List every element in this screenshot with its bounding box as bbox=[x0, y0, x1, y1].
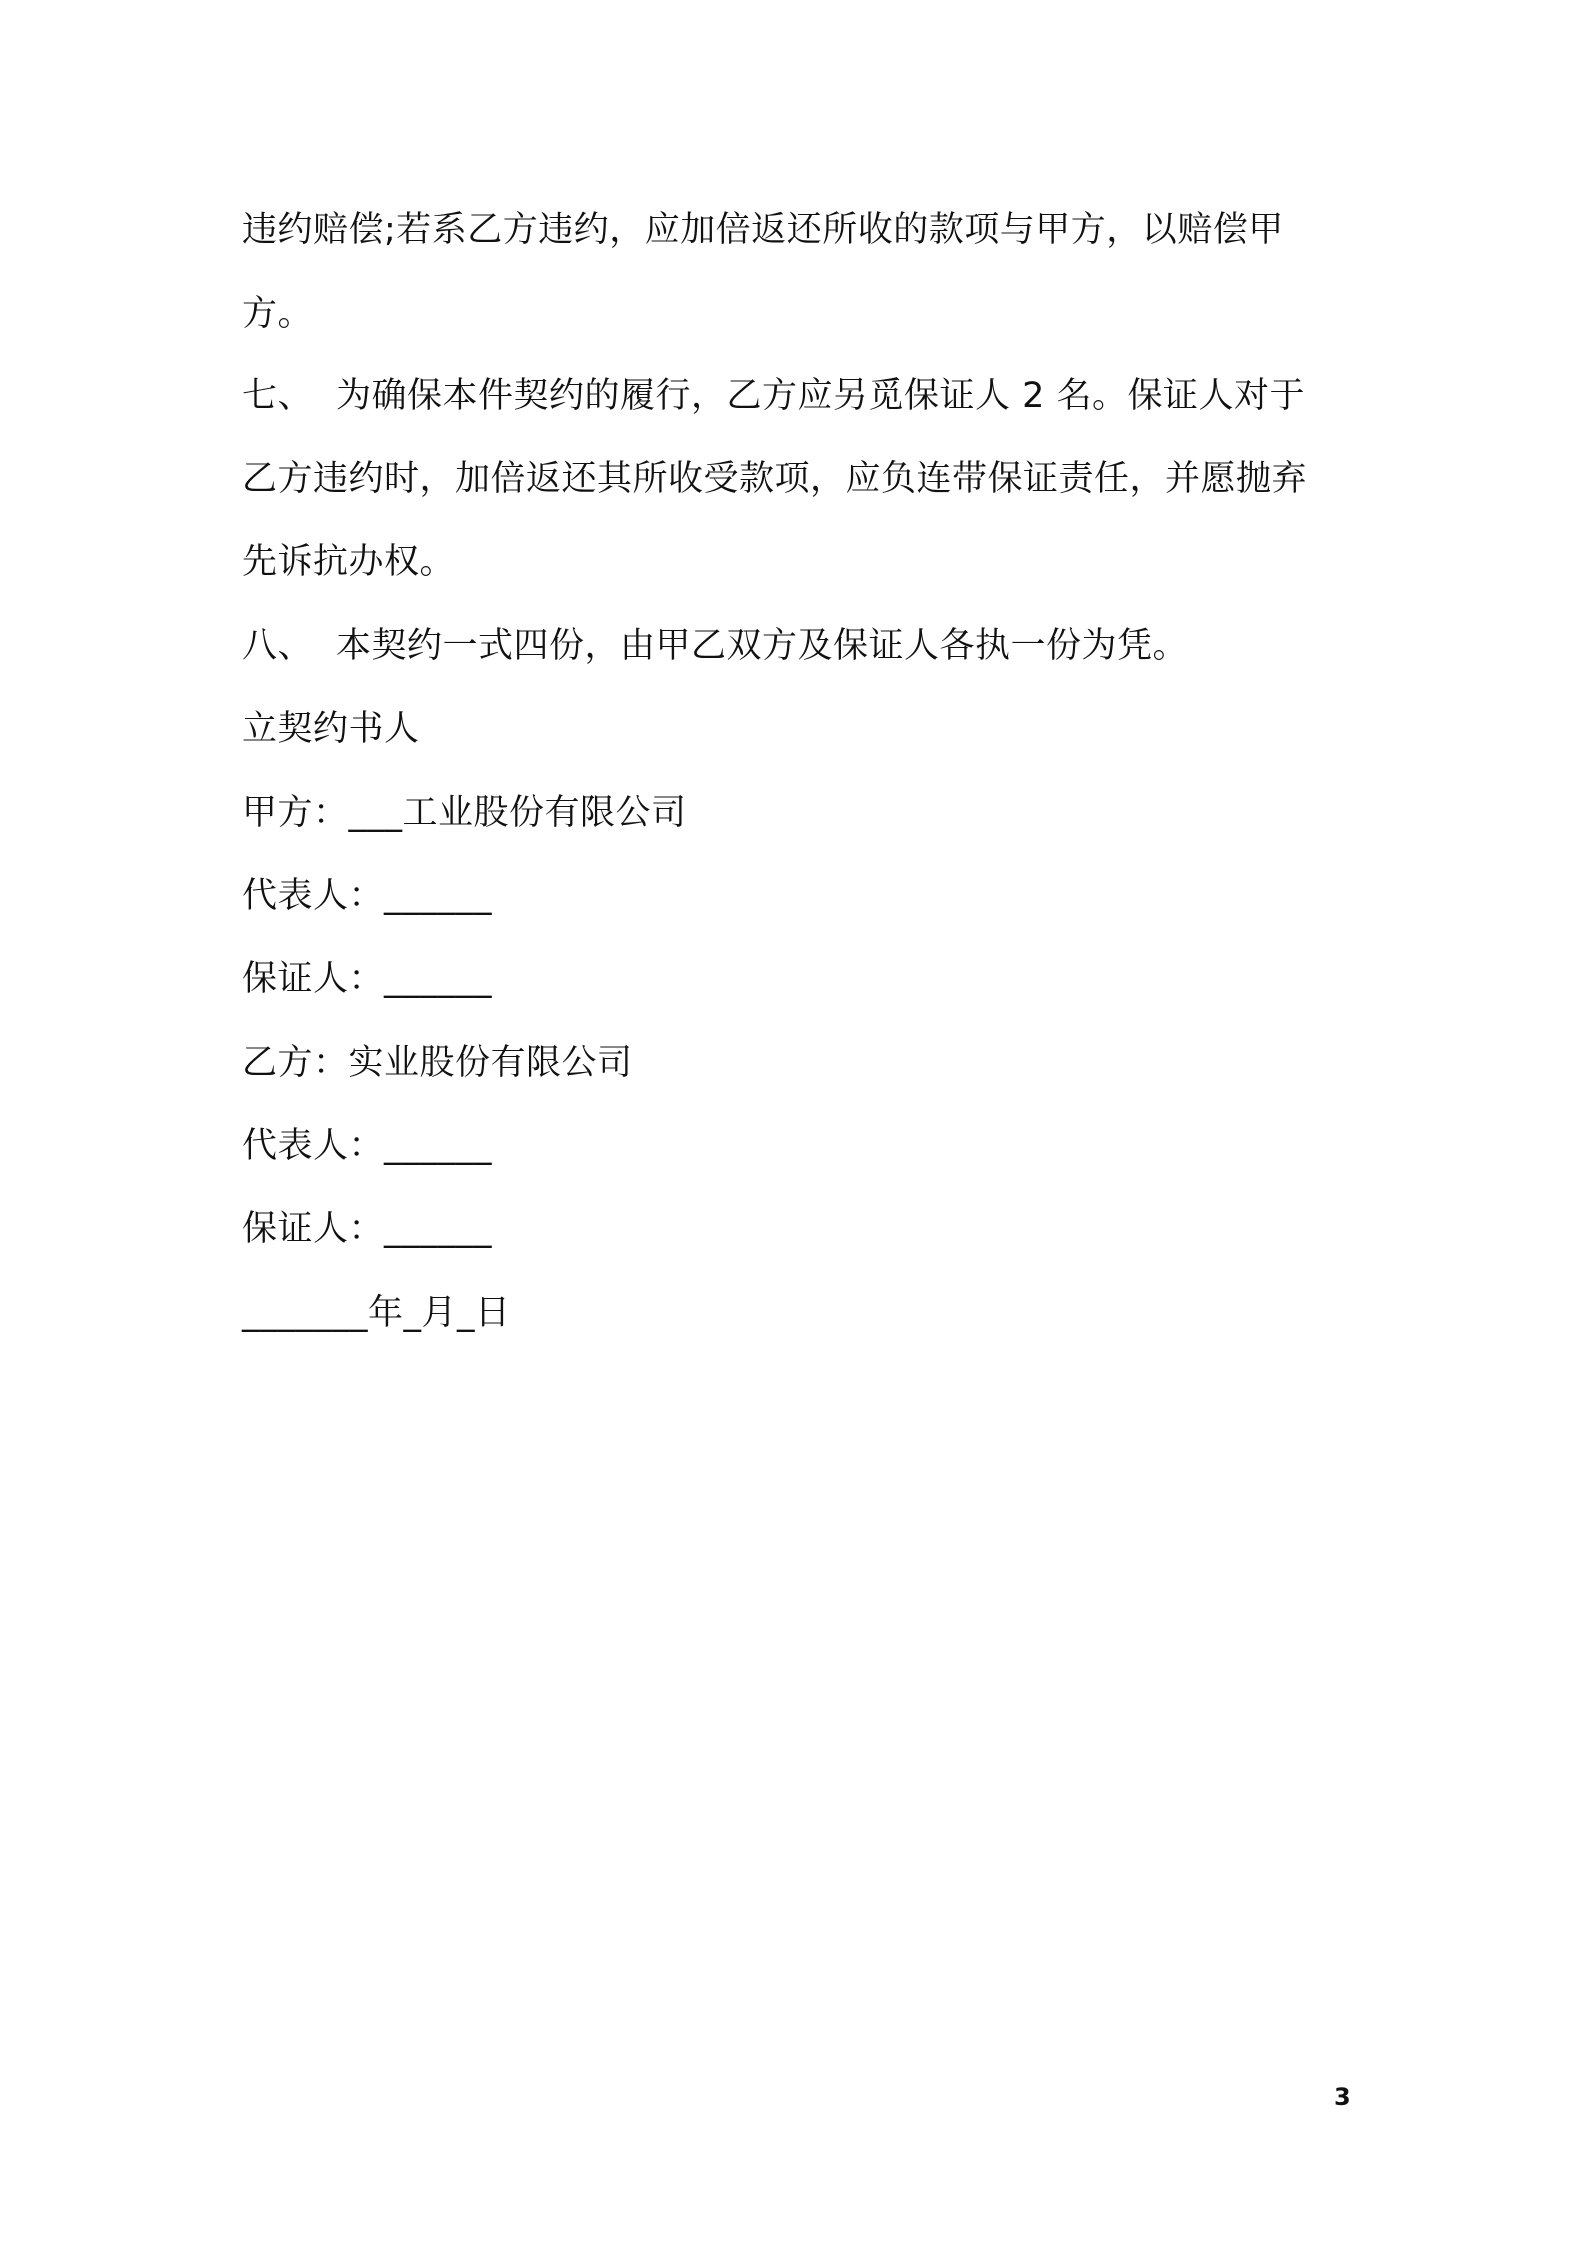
clause-number: 七、 bbox=[242, 376, 314, 416]
paragraph-line: 乙方违约时，加倍返还其所收受款项，应负连带保证责任，并愿抛弃 bbox=[242, 459, 1308, 499]
party-b-guarantor-line: 保证人：______ bbox=[242, 1209, 493, 1249]
clause-text: 为确保本件契约的履行，乙方应另觅保证人 2 名。保证人对于 bbox=[336, 376, 1306, 416]
party-b-representative-line: 代表人：______ bbox=[242, 1126, 493, 1166]
clause-eight-line bbox=[242, 622, 1188, 670]
party-a-guarantor-line: 保证人：______ bbox=[242, 959, 493, 999]
party-a-line: 甲方：___工业股份有限公司 bbox=[242, 793, 687, 833]
party-b-line: 乙方：实业股份有限公司 bbox=[242, 1043, 633, 1083]
page-number: 3 bbox=[1334, 2083, 1351, 2111]
paragraph-line: 先诉抗办权。 bbox=[242, 542, 456, 582]
date-line: _______年_月_日 bbox=[242, 1293, 511, 1333]
clause-text: 本契约一式四份，由甲乙双方及保证人各执一份为凭。 bbox=[336, 626, 1189, 666]
party-a-representative-line: 代表人：______ bbox=[242, 876, 493, 916]
paragraph-line: 违约赔偿;若系乙方违约，应加倍返还所收的款项与甲方，以赔偿甲 bbox=[242, 210, 1284, 250]
signature-heading: 立契约书人 bbox=[242, 709, 420, 749]
clause-seven-line bbox=[242, 372, 1305, 420]
clause-number: 八、 bbox=[242, 626, 314, 666]
paragraph-line: 方。 bbox=[242, 294, 314, 334]
